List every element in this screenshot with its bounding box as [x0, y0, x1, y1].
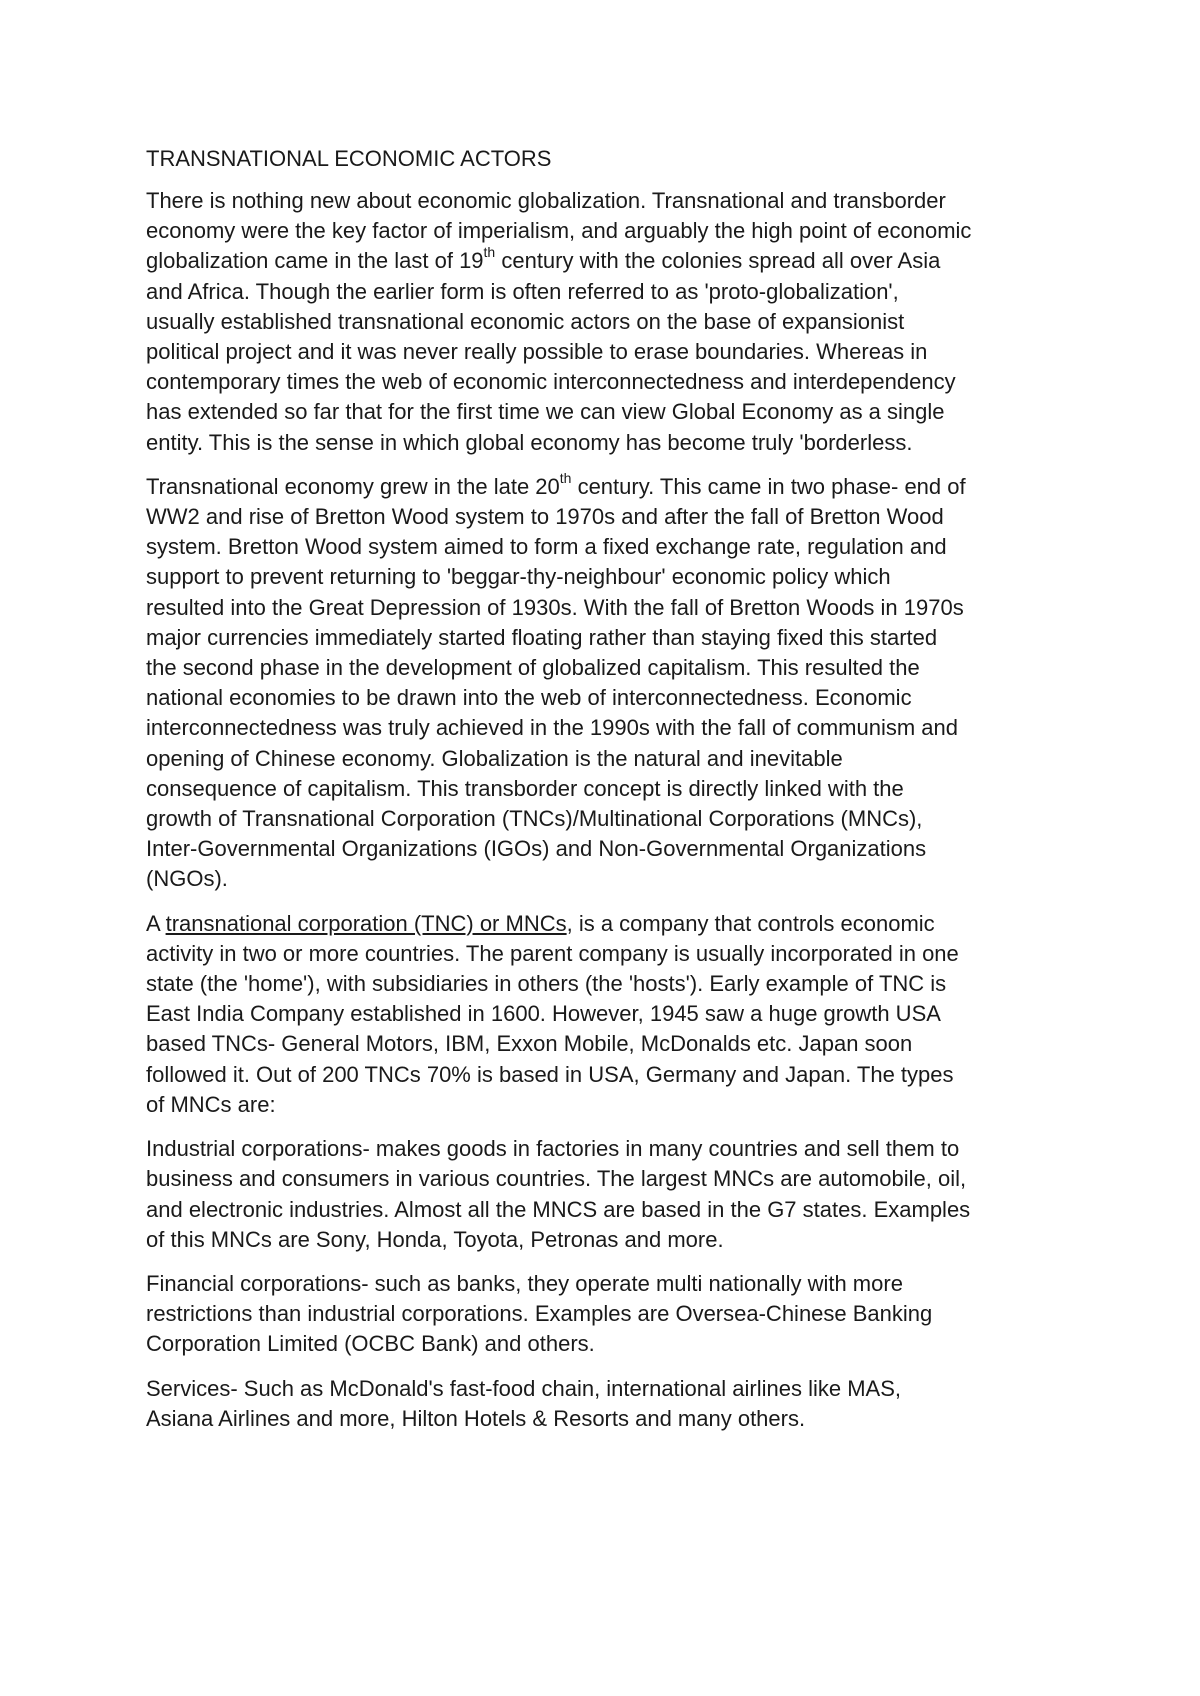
paragraph-list: [146, 186, 1066, 1434]
text-line: state (the 'home'), with subsidiaries in others (the 'hosts'). Early example of TNC is: [146, 971, 947, 997]
paragraph-2: [146, 469, 1066, 895]
text-line: national economies to be drawn into the web of interconnectedness. Economic: [146, 685, 912, 711]
text-line: has extended so far that for the first time we can view Global Economy as a single: [146, 399, 945, 425]
text-line: followed it. Out of 200 TNCs 70% is based in USA, Germany and Japan. The types: [146, 1061, 954, 1087]
text-line: of MNCs are:: [146, 1091, 276, 1117]
text-line: based TNCs- General Motors, IBM, Exxon Mobile, McDonalds etc. Japan soon: [146, 1031, 913, 1057]
text-line: political project and it was never really possible to erase boundaries. Whereas in: [146, 339, 928, 365]
text-line: business and consumers in various countries. The largest MNCs are automobile, oil,: [146, 1166, 967, 1192]
text-line: Asiana Airlines and more, Hilton Hotels & Resorts and many others.: [146, 1405, 806, 1431]
text-line: and electronic industries. Almost all the MNCS are based in the G7 states. Examples: [146, 1196, 971, 1222]
text-line: There is nothing new about economic globalization. Transnational and transborder: [146, 188, 946, 213]
text-line: support to prevent returning to 'beggar-thy-neighbour' economic policy which: [146, 564, 891, 590]
superscript: th: [559, 469, 572, 486]
text-line: East India Company established in 1600. However, 1945 saw a huge growth USA: [146, 1001, 941, 1027]
text-segment: Transnational economy grew in the late 20: [146, 473, 560, 499]
document-title: TRANSNATIONAL ECONOMIC ACTORS: [146, 146, 552, 171]
text-line: [146, 909, 1066, 939]
paragraph-3: [146, 909, 1066, 1120]
text-segment: , is a company that controls economic: [566, 910, 935, 936]
text-line: [146, 469, 1066, 502]
text-line: the second phase in the development of globalized capitalism. This resulted the: [146, 655, 920, 681]
text-line: restrictions than industrial corporations. Examples are Oversea-Chinese Banking: [146, 1301, 933, 1327]
text-line: usually established transnational economic actors on the base of expansionist: [146, 308, 905, 334]
text-segment: century with the colonies spread all over Asia: [495, 248, 941, 274]
text-line: growth of Transnational Corporation (TNCs)/Multinational Corporations (MNCs),: [146, 806, 923, 832]
text-line: Industrial corporations- makes goods in factories in many countries and sell them to: [146, 1136, 960, 1162]
underlined-term: transnational corporation (TNC) or MNCs: [165, 910, 567, 936]
text-line: system. Bretton Wood system aimed to form a fixed exchange rate, regulation and: [146, 534, 947, 560]
text-line: and Africa. Though the earlier form is often referred to as 'proto-globalization',: [146, 278, 899, 304]
text-line: entity. This is the sense in which global economy has become truly 'borderless.: [146, 429, 913, 455]
superscript: th: [483, 244, 496, 261]
text-line: interconnectedness was truly achieved in the 1990s with the fall of communism and: [146, 715, 958, 741]
text-line: resulted into the Great Depression of 1930s. With the fall of Bretton Woods in 1970s: [146, 594, 964, 620]
text-line: Financial corporations- such as banks, they operate multi nationally with more: [146, 1270, 903, 1296]
text-line: Corporation Limited (OCBC Bank) and others.: [146, 1331, 595, 1357]
text-line: opening of Chinese economy. Globalization is the natural and inevitable: [146, 745, 843, 771]
text-line: of this MNCs are Sony, Honda, Toyota, Petronas and more.: [146, 1226, 724, 1252]
paragraph-5: [146, 1269, 1066, 1360]
text-segment: globalization came in the last of 19: [146, 248, 484, 274]
paragraph-4: [146, 1134, 1066, 1255]
paragraph-1: [146, 186, 1066, 458]
text-line: economy were the key factor of imperialism, and arguably the high point of economic: [146, 218, 972, 244]
text-line: [146, 246, 1066, 276]
paragraph-6: [146, 1374, 1066, 1434]
text-line: contemporary times the web of economic interconnectedness and interdependency: [146, 369, 956, 395]
document-body: [146, 144, 1066, 1448]
text-line: activity in two or more countries. The parent company is usually incorporated in one: [146, 940, 959, 966]
text-line: WW2 and rise of Bretton Wood system to 1970s and after the fall of Bretton Wood: [146, 504, 944, 530]
text-line: Services- Such as McDonald's fast-food chain, international airlines like MAS,: [146, 1375, 901, 1401]
text-line: (NGOs).: [146, 866, 228, 892]
text-segment: A: [146, 910, 166, 936]
text-line: consequence of capitalism. This transborder concept is directly linked with the: [146, 775, 904, 801]
text-segment: century. This came in two phase- end of: [571, 473, 966, 499]
text-line: major currencies immediately started floating rather than staying fixed this started: [146, 624, 938, 650]
text-line: Inter-Governmental Organizations (IGOs) and Non-Governmental Organizations: [146, 836, 927, 862]
